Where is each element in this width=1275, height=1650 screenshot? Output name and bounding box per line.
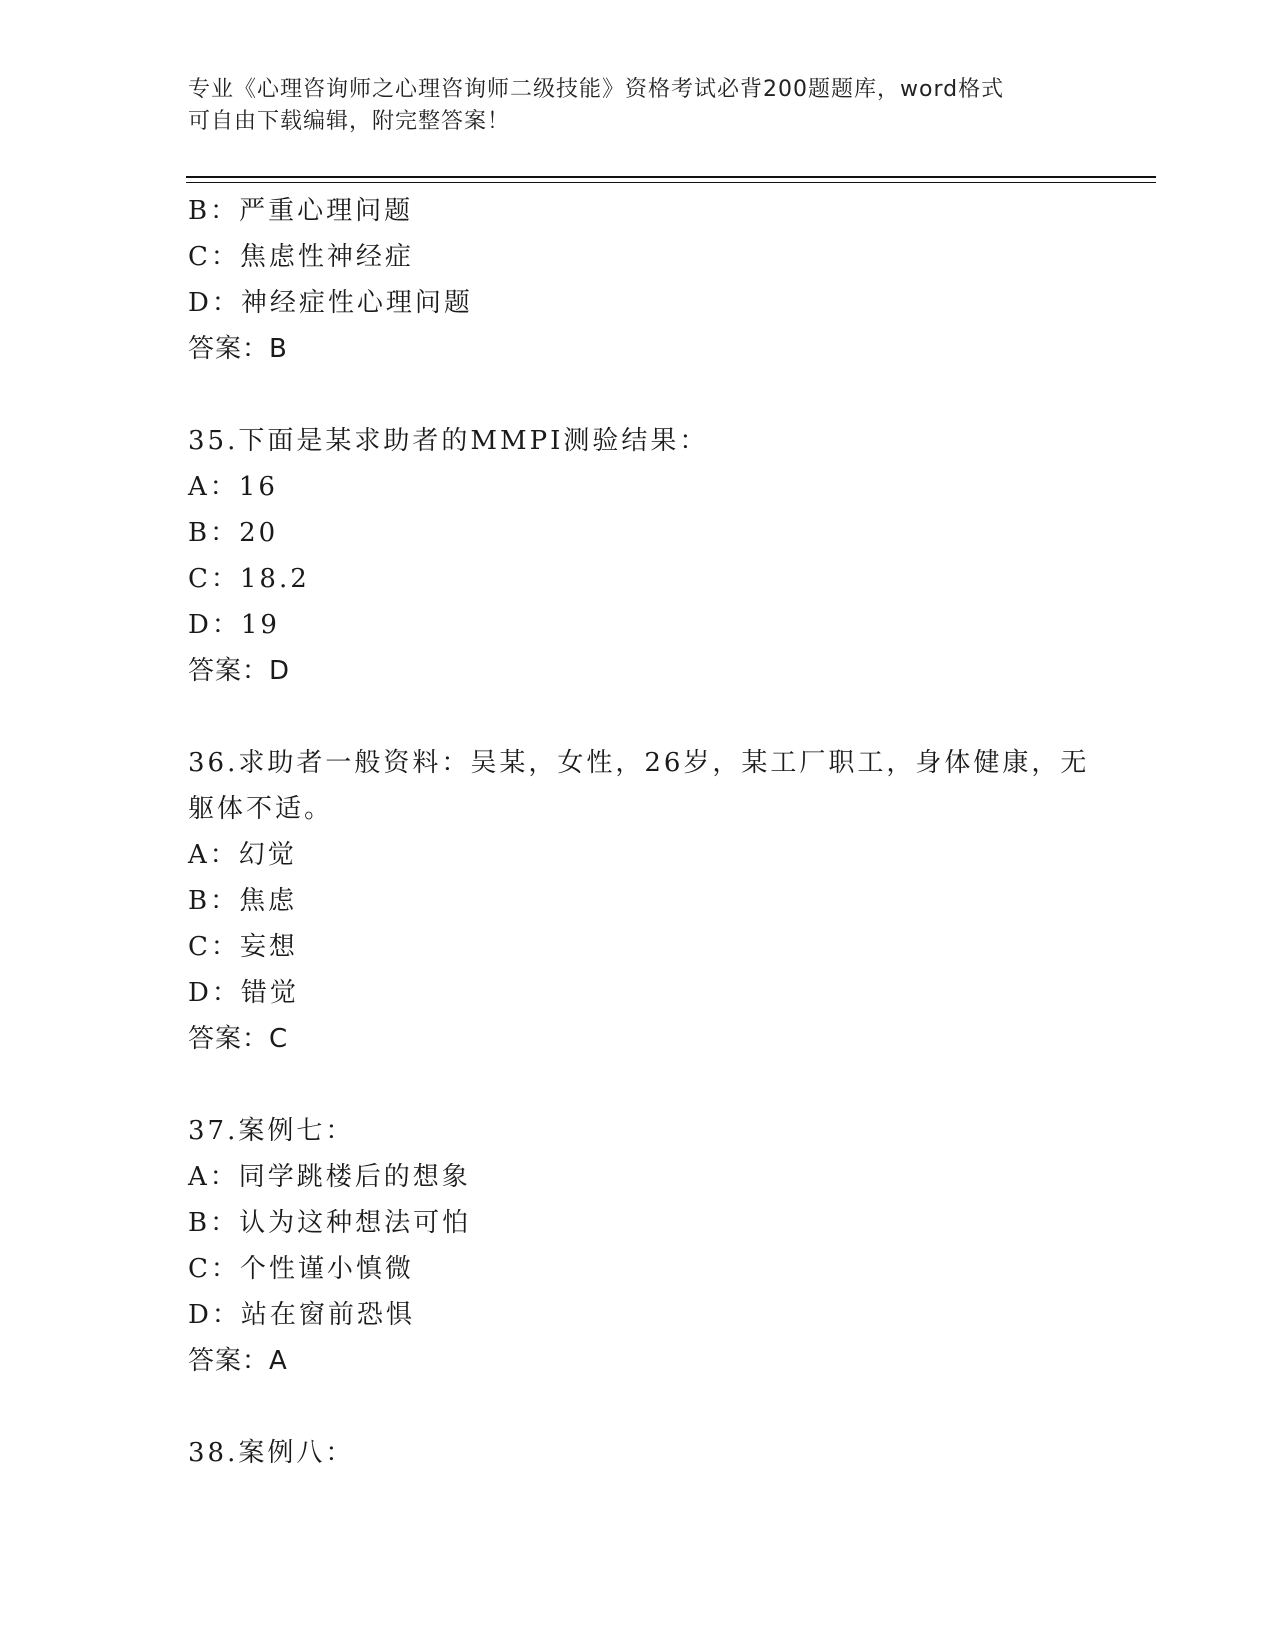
header-line-1: 专业《心理咨询师之心理咨询师二级技能》资格考试必背200题题库，word格式 [188, 77, 1005, 102]
question-stem-line-2: 躯体不适。 [188, 794, 334, 824]
question-stem: 35.下面是某求助者的MMPI测验结果： [188, 426, 709, 456]
option-a: A：同学跳楼后的想象 [188, 1162, 471, 1192]
option-a: A：16 [188, 472, 278, 502]
question-34 [188, 188, 1088, 372]
page-header [188, 74, 1088, 138]
option-c: C：妄想 [188, 932, 298, 962]
question-stem: 37.案例七： [188, 1116, 355, 1146]
header-divider [186, 176, 1156, 178]
spacer [188, 694, 1088, 740]
question-stem: 38.案例八： [188, 1438, 355, 1468]
option-d: D：错觉 [188, 978, 299, 1008]
question-36 [188, 740, 1088, 1062]
option-b: B：认为这种想法可怕 [188, 1208, 472, 1238]
question-37 [188, 1108, 1088, 1384]
option-c: C：焦虑性神经症 [188, 242, 414, 272]
spacer [188, 1384, 1088, 1430]
answer: 答案：B [188, 334, 288, 364]
option-b: B：严重心理问题 [188, 196, 414, 226]
option-d: D：神经症性心理问题 [188, 288, 473, 318]
question-38 [188, 1430, 1088, 1476]
option-c: C：18.2 [188, 564, 310, 594]
option-c: C：个性谨小慎微 [188, 1254, 414, 1284]
spacer [188, 1062, 1088, 1108]
option-b: B：焦虑 [188, 886, 298, 916]
question-list [188, 188, 1088, 1476]
option-a: A：幻觉 [188, 840, 297, 870]
spacer [188, 372, 1088, 418]
header-divider-thin [186, 182, 1156, 183]
option-b: B：20 [188, 518, 279, 548]
answer: 答案：D [188, 656, 291, 686]
option-d: D：站在窗前恐惧 [188, 1300, 415, 1330]
header-line-2: 可自由下载编辑，附完整答案！ [188, 109, 511, 134]
question-stem-line-1: 36.求助者一般资料：吴某，女性，26岁，某工厂职工，身体健康，无 [188, 748, 1090, 778]
option-d: D：19 [188, 610, 280, 640]
question-35 [188, 418, 1088, 694]
answer: 答案：C [188, 1024, 289, 1054]
answer: 答案：A [188, 1346, 288, 1376]
